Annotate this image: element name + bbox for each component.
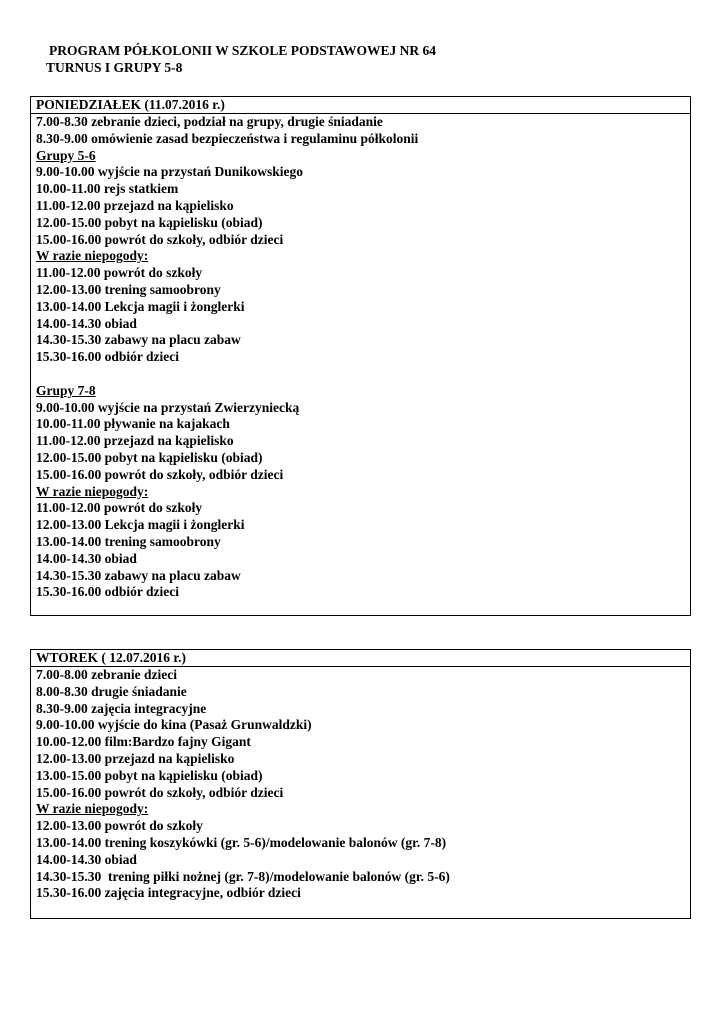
schedule-line: 9.00-10.00 wyjście do kina (Pasaż Grunwaldzki) xyxy=(36,717,312,733)
schedule-line: 14.00-14.30 obiad xyxy=(36,550,137,566)
schedule-line: 13.00-15.00 pobyt na kąpielisku (obiad) xyxy=(36,767,263,783)
section-heading: W razie niepogody: xyxy=(36,248,149,264)
day-section-tuesday xyxy=(30,649,691,919)
document-subtitle: TURNUS I GRUPY 5-8 xyxy=(46,60,183,75)
schedule-line: 11.00-12.00 przejazd na kąpielisko xyxy=(36,197,234,213)
schedule-line: 15.00-16.00 powrót do szkoły, odbiór dzieci xyxy=(36,466,284,482)
schedule-line: 10.00-11.00 rejs statkiem xyxy=(36,181,179,197)
schedule-line: 12.00-15.00 pobyt na kąpielisku (obiad) xyxy=(36,214,263,230)
document-header xyxy=(46,42,436,76)
schedule-line: 12.00-13.00 powrót do szkoły xyxy=(36,818,203,834)
schedule-line: 11.00-12.00 powrót do szkoły xyxy=(36,500,203,516)
schedule-line: 14.00-14.30 obiad xyxy=(36,851,137,867)
schedule-line: 8.00-8.30 drugie śniadanie xyxy=(36,683,187,699)
schedule-line: 11.00-12.00 przejazd na kąpielisko xyxy=(36,433,234,449)
schedule-line: 10.00-11.00 pływanie na kajakach xyxy=(36,416,230,432)
schedule-line: 14.30-15.30 trening piłki nożnej (gr. 7-8)/modelowanie balonów (gr. 5-6) xyxy=(36,868,450,884)
schedule-line: 13.00-14.00 trening samoobrony xyxy=(36,533,221,549)
schedule-line: 7.00-8.30 zebranie dzieci, podział na grupy, drugie śniadanie xyxy=(36,114,383,129)
day-schedule xyxy=(31,114,690,601)
day-schedule xyxy=(31,667,690,902)
schedule-line: 9.00-10.00 wyjście na przystań Dunikowskiego xyxy=(36,164,304,180)
schedule-line: 13.00-14.00 trening koszykówki (gr. 5-6)/modelowanie balonów (gr. 7-8) xyxy=(36,834,447,850)
section-heading: Grupy 5-6 xyxy=(36,147,96,163)
schedule-line: 14.30-15.30 zabawy na placu zabaw xyxy=(36,567,241,583)
section-heading: W razie niepogody: xyxy=(36,801,149,817)
schedule-line: 10.00-12.00 film:Bardzo fajny Gigant xyxy=(36,734,251,750)
schedule-line: 12.00-13.00 trening samoobrony xyxy=(36,281,221,297)
schedule-line: 15.30-16.00 odbiór dzieci xyxy=(36,349,179,365)
schedule-line: 14.30-15.30 zabawy na placu zabaw xyxy=(36,332,241,348)
schedule-line: 7.00-8.00 zebranie dzieci xyxy=(36,667,177,682)
day-title: PONIEDZIAŁEK (11.07.2016 r.) xyxy=(31,97,690,114)
day-title: WTOREK ( 12.07.2016 r.) xyxy=(31,650,690,667)
schedule-line: 14.00-14.30 obiad xyxy=(36,315,137,331)
schedule-line: 13.00-14.00 Lekcja magii i żonglerki xyxy=(36,298,245,314)
schedule-line: 15.30-16.00 odbiór dzieci xyxy=(36,584,179,600)
schedule-line: 8.30-9.00 zajęcia integracyjne xyxy=(36,700,207,716)
schedule-line: 12.00-15.00 pobyt na kąpielisku (obiad) xyxy=(36,449,263,465)
schedule-line: 15.00-16.00 powrót do szkoły, odbiór dzieci xyxy=(36,784,284,800)
schedule-line: 11.00-12.00 powrót do szkoły xyxy=(36,265,203,281)
day-section-monday xyxy=(30,96,691,616)
section-heading: W razie niepogody: xyxy=(36,483,149,499)
schedule-line: 8.30-9.00 omówienie zasad bezpieczeństwa i regulaminu półkolonii xyxy=(36,130,419,146)
schedule-line: 9.00-10.00 wyjście na przystań Zwierzyniecką xyxy=(36,399,300,415)
schedule-line: 12.00-13.00 przejazd na kąpielisko xyxy=(36,750,235,766)
spacer xyxy=(36,366,685,383)
schedule-line: 15.00-16.00 powrót do szkoły, odbiór dzieci xyxy=(36,231,284,247)
schedule-line: 15.30-16.00 zajęcia integracyjne, odbiór dzieci xyxy=(36,885,301,901)
section-heading: Grupy 7-8 xyxy=(36,382,96,398)
document-title: PROGRAM PÓŁKOLONII W SZKOLE PODSTAWOWEJ NR 64 xyxy=(49,43,437,58)
schedule-line: 12.00-13.00 Lekcja magii i żonglerki xyxy=(36,517,245,533)
